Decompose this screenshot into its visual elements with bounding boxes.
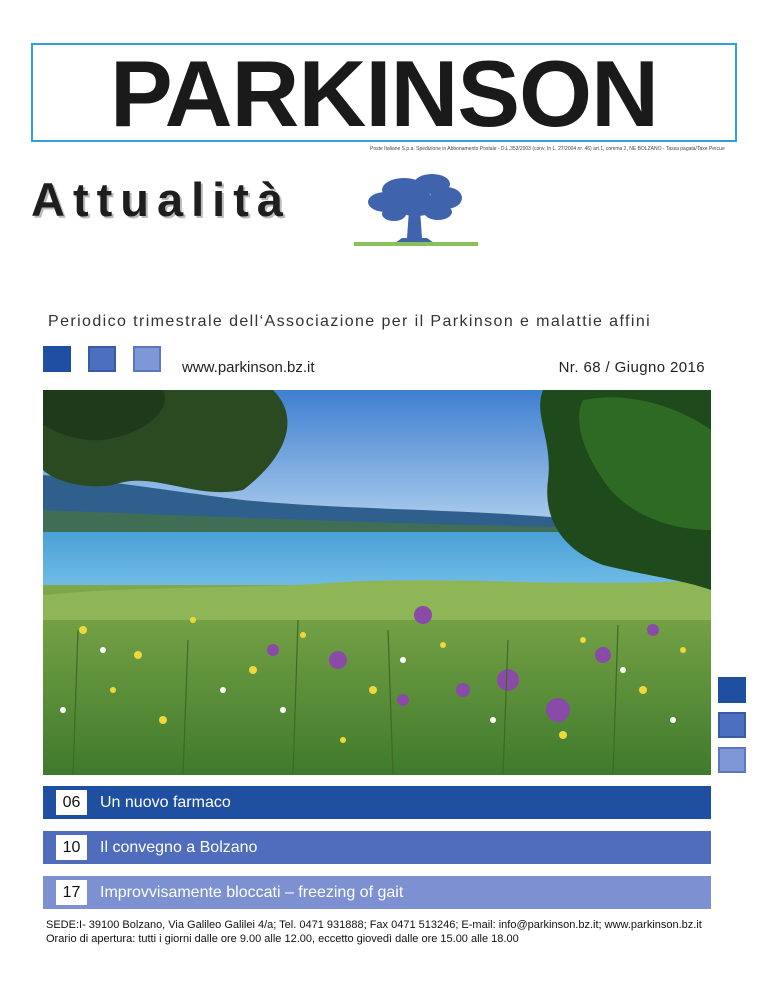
toc-item-1[interactable] (43, 786, 711, 819)
toc-page-number: 10 (56, 835, 87, 860)
postal-notice: Poste Italiane S.p.a. Spedizione in Abbonamento Postale - D.L.353/2003 (conv. In L. 27/2004 nr. 46) art.1, comma 2, NE BOLZANO - Tassa pagata/Taxe Percue (370, 146, 725, 152)
decor-square-light-right (718, 747, 746, 773)
decor-square-light (133, 346, 161, 372)
tree-logo-icon (354, 170, 478, 246)
cover-photo-lake-meadow (43, 390, 711, 775)
toc-title: Un nuovo farmaco (100, 794, 231, 811)
issue-number: Nr. 68 / Giugno 2016 (558, 359, 705, 376)
decor-square-dark-right (718, 677, 746, 703)
toc-title: Il convegno a Bolzano (100, 839, 258, 856)
toc-page-number: 06 (56, 790, 87, 815)
footer-hours: Orario di apertura: tutti i giorni dalle ore 9.00 alle 12.00, eccetto giovedì dalle ore 15.00 alle 18.00 (46, 933, 519, 945)
magazine-subtitle: Attualità (31, 173, 291, 226)
toc-item-3[interactable] (43, 876, 711, 909)
toc-page-number: 17 (56, 880, 87, 905)
footer-address: SEDE:I- 39100 Bolzano, Via Galileo Galilei 4/a; Tel. 0471 931888; Fax 0471 513246; E-mail: info@parkinson.bz.it; www.parkinson.bz.it (46, 919, 702, 931)
toc-title: Improvvisamente bloccati – freezing of gait (100, 884, 404, 901)
decor-square-dark (43, 346, 71, 372)
decor-square-mid-right (718, 712, 746, 738)
tagline: Periodico trimestrale dell‘Associazione per il Parkinson e malattie affini (48, 313, 652, 330)
footer-contact (46, 918, 702, 946)
toc-item-2[interactable] (43, 831, 711, 864)
masthead-frame (31, 41, 737, 146)
website-url[interactable]: www.parkinson.bz.it (182, 359, 315, 376)
decor-square-mid (88, 346, 116, 372)
masthead-title: PARKINSON (109, 41, 659, 146)
